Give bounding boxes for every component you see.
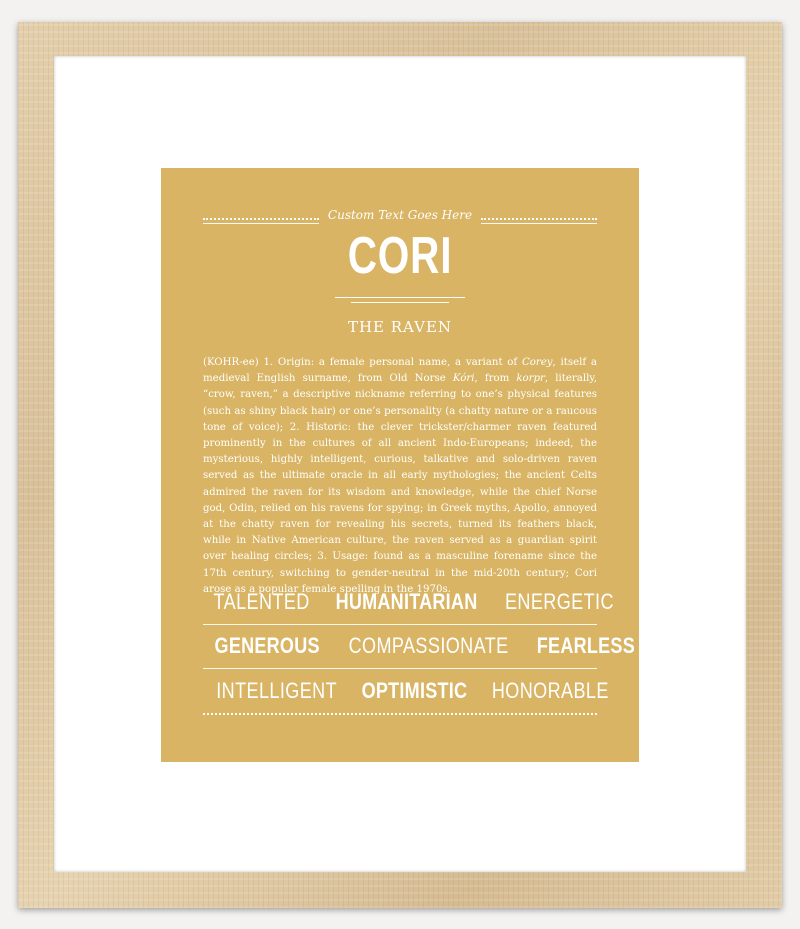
name-meaning: THE RAVEN: [347, 318, 453, 336]
trait-word: INTELLIGENT: [216, 678, 338, 703]
name-title: CORI: [347, 227, 453, 285]
trait-word: HONORABLE: [492, 678, 610, 703]
trait-word: COMPASSIONATE: [348, 633, 509, 658]
trait-row: [203, 674, 610, 708]
name-rule: [351, 302, 449, 303]
trait-word: ENERGETIC: [505, 589, 615, 614]
trait-divider: [203, 668, 597, 669]
white-mat: [54, 56, 746, 872]
custom-text: Custom Text Goes Here: [327, 208, 473, 222]
trait-word: FEARLESS: [537, 633, 636, 658]
trait-row: [203, 629, 636, 663]
name-definition: (KOHR-ee) 1. Origin: a female personal name, a variant of Corey, itself a medieval English surname, from Old Norse Kóri, from korpr, literally, “crow, raven,” a descriptive nickname referring to one’s physical features (such as shiny black hair) or one’s personality (a chatty nature or a raucous tone of voice); 2. Historic: the clever trickster/charmer raven featured prominently in the cultures of all ancient Indo-Europeans; indeed, the mysterious, highly intelligent, curious, talkative and solo-driven raven served as the ultimate oracle in all early mythologies; the ancient Celts admired the raven for its wisdom and knowledge, while the chief Norse god, Odin, relied on his ravens for spying; in Greek myths, Apollo, annoyed at the chatty raven for revealing his secrets, turned its feathers black, while in Native American culture, the raven served as a guardian spirit over healing circles; 3. Usage: found as a masculine forename since the 17th century, switching to gender-neutral in the mid-20th century; Cori arose as a popular female spelling in the 1970s.: [203, 357, 597, 595]
trait-divider: [203, 624, 597, 625]
name-rule: [335, 297, 465, 298]
trait-row: [203, 585, 615, 619]
trait-word: GENEROUS: [214, 633, 320, 658]
name-print: [161, 168, 639, 762]
bottom-dotted-rule: [203, 713, 597, 715]
picture-frame: [18, 22, 782, 908]
trait-word: TALENTED: [213, 589, 310, 614]
trait-word: OPTIMISTIC: [361, 678, 468, 703]
trait-word: HUMANITARIAN: [335, 589, 478, 614]
